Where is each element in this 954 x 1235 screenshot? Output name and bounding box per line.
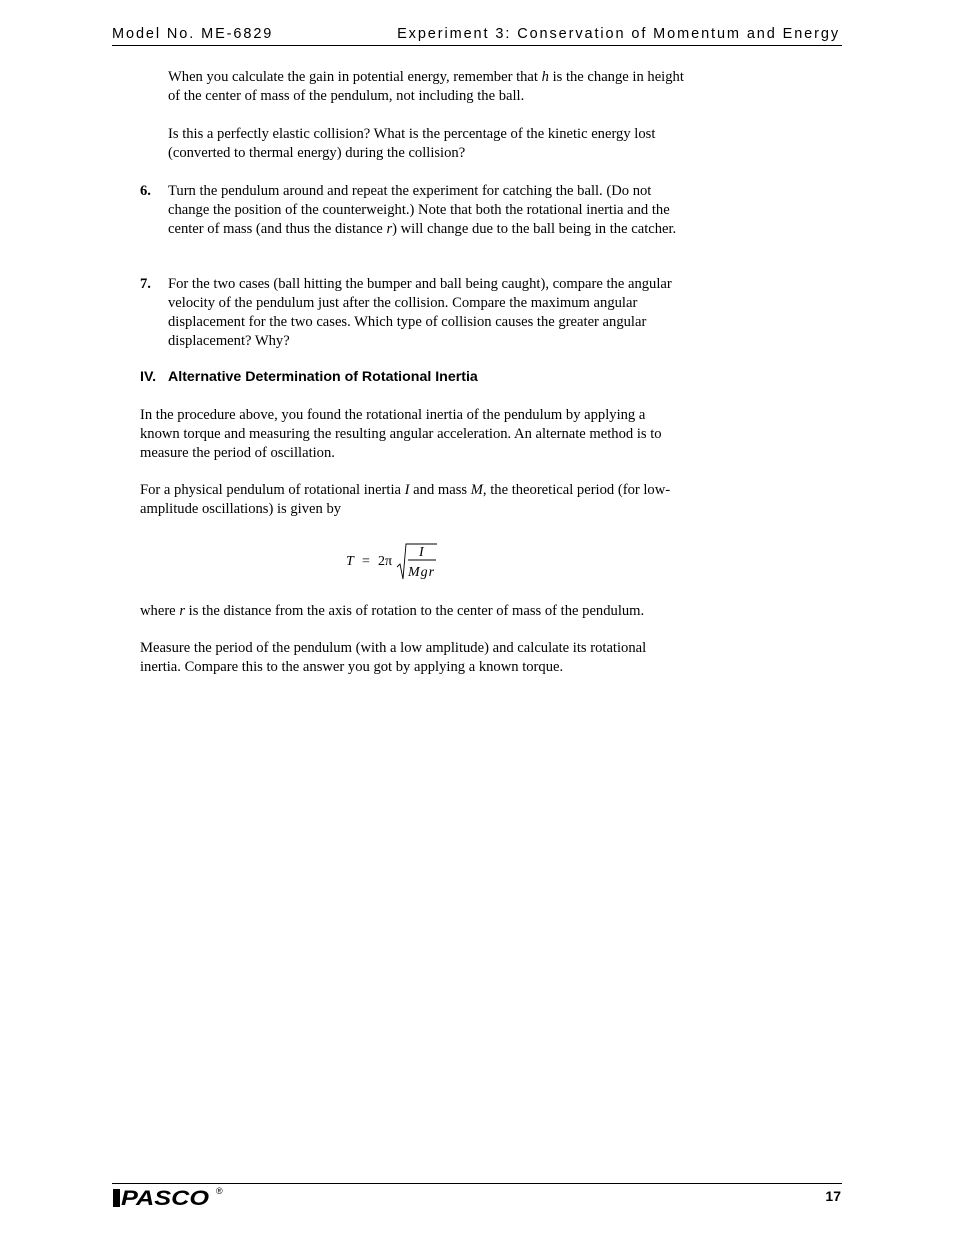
period-formula xyxy=(345,540,455,584)
para-physical-pendulum xyxy=(140,481,685,519)
text-run: ) will change due to the ball being in the catcher. xyxy=(392,221,677,237)
var-I: I xyxy=(404,482,410,498)
para-procedure: In the procedure above, you found the rotational inertia of the pendulum by applying a known torque and measuring the resulting angular acceleration. An alternate method is to measure the period of oscillation. xyxy=(140,407,662,461)
page-number: 17 xyxy=(825,1188,841,1204)
experiment-title: Experiment 3: Conservation of Momentum and Energy xyxy=(397,26,840,42)
para-elastic-collision: Is this a perfectly elastic collision? What is the percentage of the kinetic energy lost (converted to thermal energy) during the collision? xyxy=(168,126,656,161)
var-r: r xyxy=(179,603,185,619)
var-r: r xyxy=(386,221,393,237)
text-run: When you calculate the gain in potential energy, remember that xyxy=(168,69,542,85)
text-run: is the change in height of the center of mass of the pendulum, not including the ball. xyxy=(168,69,684,104)
text-run: where xyxy=(140,603,180,619)
para-measure: Measure the period of the pendulum (with a low amplitude) and calculate its rotational inertia. Compare this to the answer you got by applying a known torque. xyxy=(140,640,647,675)
var-M: M xyxy=(470,482,483,498)
text-run: and mass xyxy=(409,482,471,498)
text-run: , the theoretical period (for low-amplitude oscillations) is given by xyxy=(140,482,671,517)
text-run: Turn the pendulum around and repeat the experiment for catching the ball. (Do not change the position of the counterweight.) Note that both the rotational inertia and the center of mass (and thus the distance xyxy=(168,183,670,237)
step-6-text xyxy=(168,182,688,239)
para-potential-energy xyxy=(168,68,688,106)
footer-rule xyxy=(112,1183,842,1184)
pasco-logo xyxy=(113,1187,213,1209)
text-run: is the distance from the axis of rotation to the center of mass of the pendulum. xyxy=(185,603,645,619)
formula-numerator: I xyxy=(419,545,424,560)
formula-coefficient: 2π xyxy=(378,554,393,569)
text-run: For a physical pendulum of rotational inertia xyxy=(140,482,405,498)
formula-lhs: T xyxy=(346,554,354,569)
section-number: IV. xyxy=(140,369,157,385)
formula-denominator: Mgr xyxy=(408,565,436,580)
step-7-number: 7. xyxy=(140,276,151,292)
var-h: h xyxy=(541,69,549,85)
step-7-text: For the two cases (ball hitting the bumper and ball being caught), compare the angular velocity of the pendulum just after the collision. Compare the maximum angular displacement for the two cases. Which type of collision causes the greater angular displacement? Why? xyxy=(168,276,672,349)
model-number: Model No. ME-6829 xyxy=(112,26,274,42)
section-heading xyxy=(140,369,478,385)
para-where xyxy=(140,602,700,621)
section-title: Alternative Determination of Rotational Inertia xyxy=(168,369,478,385)
formula-equals: = xyxy=(362,554,370,569)
registered-mark: ® xyxy=(216,1186,223,1196)
logo-wordmark: PASCO xyxy=(121,1187,209,1209)
page-header xyxy=(112,25,842,46)
step-6-number: 6. xyxy=(140,183,151,199)
